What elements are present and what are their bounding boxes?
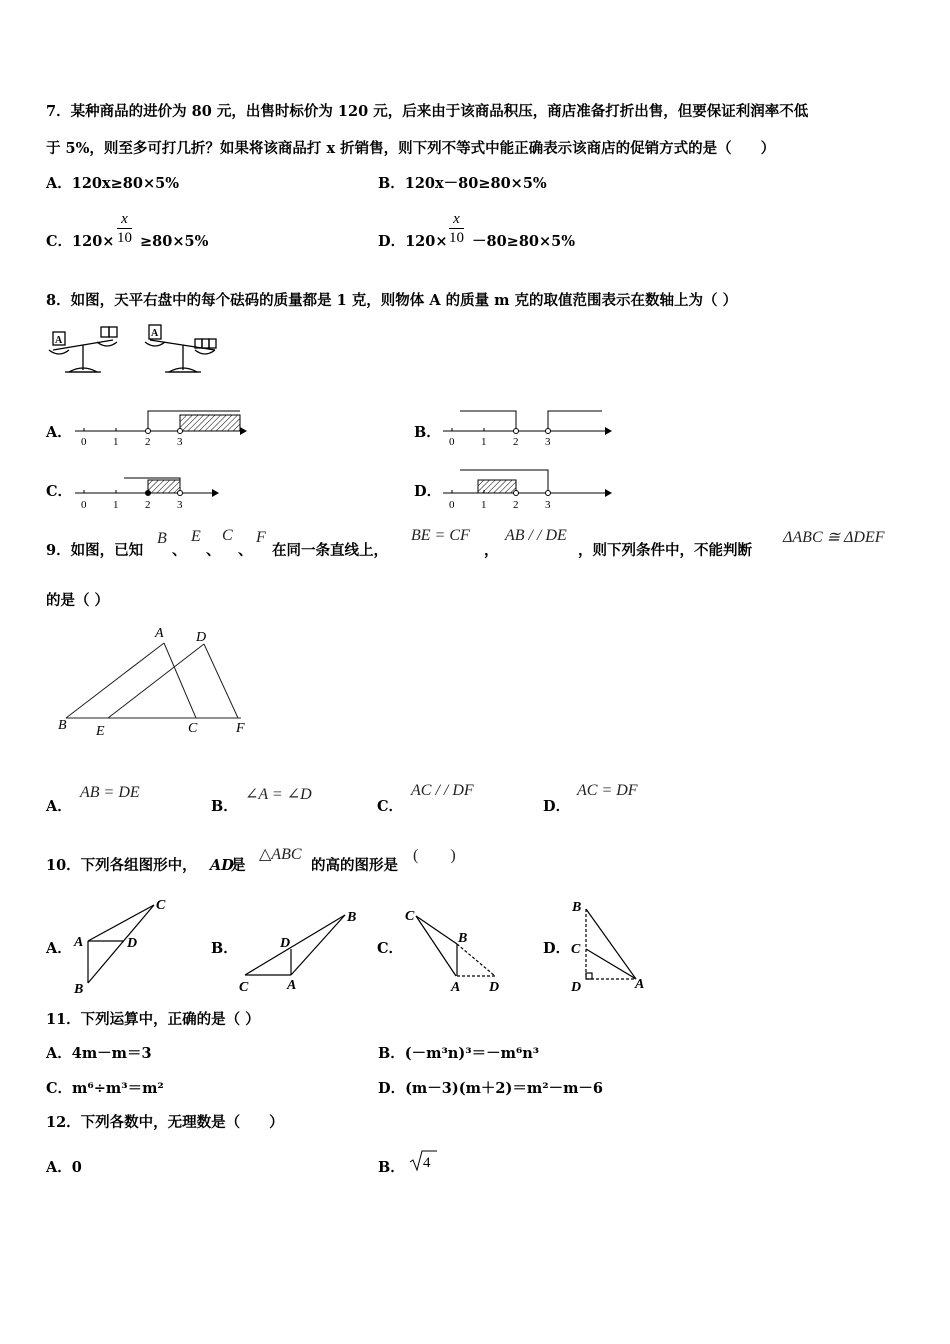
option-label: B． bbox=[211, 798, 238, 815]
tick-label: 2 bbox=[513, 436, 519, 448]
svg-text:B: B bbox=[347, 910, 357, 925]
fraction-denominator: 10 bbox=[117, 230, 132, 246]
svg-text:B: B bbox=[74, 982, 84, 997]
option-label: B． bbox=[378, 1159, 405, 1176]
q10-paren: ( ) bbox=[413, 847, 456, 864]
svg-text:D: D bbox=[489, 980, 500, 995]
svg-text:C: C bbox=[405, 909, 415, 924]
separator: 、 bbox=[206, 542, 221, 559]
tick-label: 0 bbox=[449, 436, 455, 448]
tick-label: 1 bbox=[113, 499, 119, 511]
q9-point-e: E bbox=[191, 528, 201, 545]
svg-text:A: A bbox=[287, 978, 297, 993]
q7-stem-line2: 于 5%，则至多可打几折？如果将该商品打 x 折销售，则下列不等式中能正确表示该商店的促销方式的是（ ） bbox=[46, 140, 776, 157]
q11-option-b[interactable]: B．(－m³n)³＝－m⁶n³ bbox=[378, 1045, 540, 1062]
q10-stem-mid: 是 bbox=[231, 857, 246, 874]
fig-label-d: D bbox=[196, 630, 207, 645]
q10-option-d-label[interactable]: D． bbox=[543, 940, 571, 957]
q9-point-f: F bbox=[256, 529, 266, 546]
tick-label: 3 bbox=[545, 499, 551, 511]
q7-stem-line1: 7．某种商品的进价为 80 元，出售时标价为 120 元，后来由于该商品积压，商店准备打折出售，但要保证利润率不低 bbox=[46, 103, 809, 120]
q7-option-a[interactable]: A．120x≥80×5% bbox=[46, 175, 180, 192]
svg-text:C: C bbox=[239, 980, 249, 995]
option-label: C． bbox=[377, 798, 404, 815]
fig-label-e: E bbox=[96, 724, 105, 739]
svg-text:A: A bbox=[451, 980, 461, 995]
q8-option-c-label[interactable]: C． bbox=[46, 483, 73, 500]
q10-ad: AD bbox=[210, 857, 234, 874]
q7-option-c-fraction bbox=[117, 210, 132, 247]
q9-condition-be-cf: BE = CF bbox=[411, 527, 470, 544]
svg-text:D: D bbox=[127, 936, 138, 951]
q9-condition-ab-parallel-de: AB / / DE bbox=[505, 527, 567, 544]
balance-scale-left bbox=[49, 327, 117, 372]
q8-balance-figure bbox=[45, 322, 245, 382]
q7-option-d-prefix: D．120× bbox=[378, 233, 448, 250]
fig-label-c: C bbox=[188, 721, 198, 736]
tick-label: 1 bbox=[481, 499, 487, 511]
fraction-numerator: x bbox=[117, 210, 132, 229]
q7-option-c-prefix: C．120× bbox=[46, 233, 115, 250]
q8-option-b-label[interactable]: B． bbox=[414, 424, 441, 441]
tick-label: 2 bbox=[145, 436, 151, 448]
tick-label: 2 bbox=[145, 499, 151, 511]
separator: 、 bbox=[172, 542, 187, 559]
option-label: D． bbox=[543, 798, 571, 815]
option-math: AC / / DF bbox=[411, 782, 474, 799]
option-math: AB = DE bbox=[80, 784, 140, 801]
fraction-numerator: x bbox=[449, 210, 464, 229]
svg-text:D: D bbox=[280, 936, 291, 951]
q10-option-d-figure[interactable] bbox=[568, 895, 678, 995]
q12-option-a[interactable]: A．0 bbox=[46, 1159, 82, 1176]
q10-option-a-figure[interactable] bbox=[72, 897, 182, 997]
option-label: A． bbox=[46, 798, 72, 815]
q8-option-d-number-line[interactable] bbox=[440, 467, 620, 511]
q9-point-c: C bbox=[222, 527, 233, 544]
fig-label-a: A bbox=[155, 626, 164, 641]
tick-label: 3 bbox=[177, 499, 183, 511]
tick-label: 0 bbox=[449, 499, 455, 511]
q7-option-d-suffix: －80≥80×5% bbox=[472, 233, 576, 250]
q11-option-c[interactable]: C．m⁶÷m³＝m² bbox=[46, 1080, 164, 1097]
tick-label: 0 bbox=[81, 499, 87, 511]
q7-option-c-suffix: ≥80×5% bbox=[140, 233, 209, 250]
q9-stem-mid2: ，则下列条件中，不能判断 bbox=[578, 542, 752, 559]
q10-option-c-label[interactable]: C． bbox=[377, 940, 404, 957]
q8-option-b-number-line[interactable] bbox=[440, 405, 620, 448]
sqrt-symbol bbox=[409, 1149, 439, 1173]
svg-text:D: D bbox=[571, 980, 582, 995]
q10-stem-prefix: 10．下列各组图形中， bbox=[46, 857, 197, 874]
q8-option-a-number-line[interactable] bbox=[72, 405, 252, 448]
q9-stem-prefix: 9．如图，已知 bbox=[46, 542, 144, 559]
option-math: AC = DF bbox=[577, 782, 638, 799]
tick-label: 3 bbox=[177, 436, 183, 448]
q10-stem-end: 的高的图形是 bbox=[311, 857, 398, 874]
fig-label-b: B bbox=[58, 718, 67, 733]
svg-text:A: A bbox=[635, 977, 645, 992]
q11-option-d[interactable]: D．(m－3)(m＋2)＝m²－m－6 bbox=[378, 1080, 604, 1097]
q11-option-a[interactable]: A．4m－m＝3 bbox=[46, 1045, 152, 1062]
sqrt-radicand: 4 bbox=[423, 1155, 431, 1171]
q7-option-d-fraction bbox=[449, 210, 464, 247]
svg-text:B: B bbox=[458, 931, 468, 946]
q9-triangle-figure bbox=[58, 625, 268, 740]
tick-label: 1 bbox=[481, 436, 487, 448]
q10-option-b-figure[interactable] bbox=[235, 905, 365, 995]
svg-text:C: C bbox=[156, 898, 166, 913]
q10-option-a-label[interactable]: A． bbox=[46, 940, 72, 957]
svg-text:B: B bbox=[572, 900, 582, 915]
q10-triangle: △ABC bbox=[259, 846, 302, 863]
scale-object-label: A bbox=[55, 335, 63, 346]
comma: ， bbox=[484, 542, 499, 559]
q9-stem-end: 的是（ ） bbox=[46, 592, 110, 609]
q8-option-a-label[interactable]: A． bbox=[46, 424, 72, 441]
q9-stem-mid: 在同一条直线上， bbox=[272, 542, 388, 559]
scale-object-label: A bbox=[151, 328, 159, 339]
svg-text:C: C bbox=[571, 942, 581, 957]
q8-stem: 8．如图，天平右盘中的每个砝码的质量都是 1 克，则物体 A 的质量 m 克的取值范围表示在数轴上为（ ） bbox=[46, 292, 738, 309]
tick-label: 3 bbox=[545, 436, 551, 448]
q7-option-b[interactable]: B．120x－80≥80×5% bbox=[378, 175, 547, 192]
q12-stem: 12．下列各数中，无理数是（ ） bbox=[46, 1114, 284, 1131]
tick-label: 2 bbox=[513, 499, 519, 511]
q10-option-c-figure[interactable] bbox=[400, 902, 510, 997]
q8-option-c-number-line[interactable] bbox=[72, 470, 252, 510]
q9-congruence: ΔABC ≅ ΔDEF bbox=[783, 529, 885, 546]
q11-stem: 11．下列运算中，正确的是（ ） bbox=[46, 1011, 260, 1028]
q10-option-b-label[interactable]: B． bbox=[211, 940, 238, 957]
separator: 、 bbox=[238, 542, 253, 559]
q9-point-b: B bbox=[157, 530, 167, 547]
tick-label: 0 bbox=[81, 436, 87, 448]
fraction-denominator: 10 bbox=[449, 230, 464, 246]
q8-option-d-label[interactable]: D． bbox=[414, 483, 442, 500]
fig-label-f: F bbox=[236, 721, 245, 736]
option-math: ∠A = ∠D bbox=[245, 786, 312, 803]
svg-text:A: A bbox=[74, 935, 84, 950]
tick-label: 1 bbox=[113, 436, 119, 448]
